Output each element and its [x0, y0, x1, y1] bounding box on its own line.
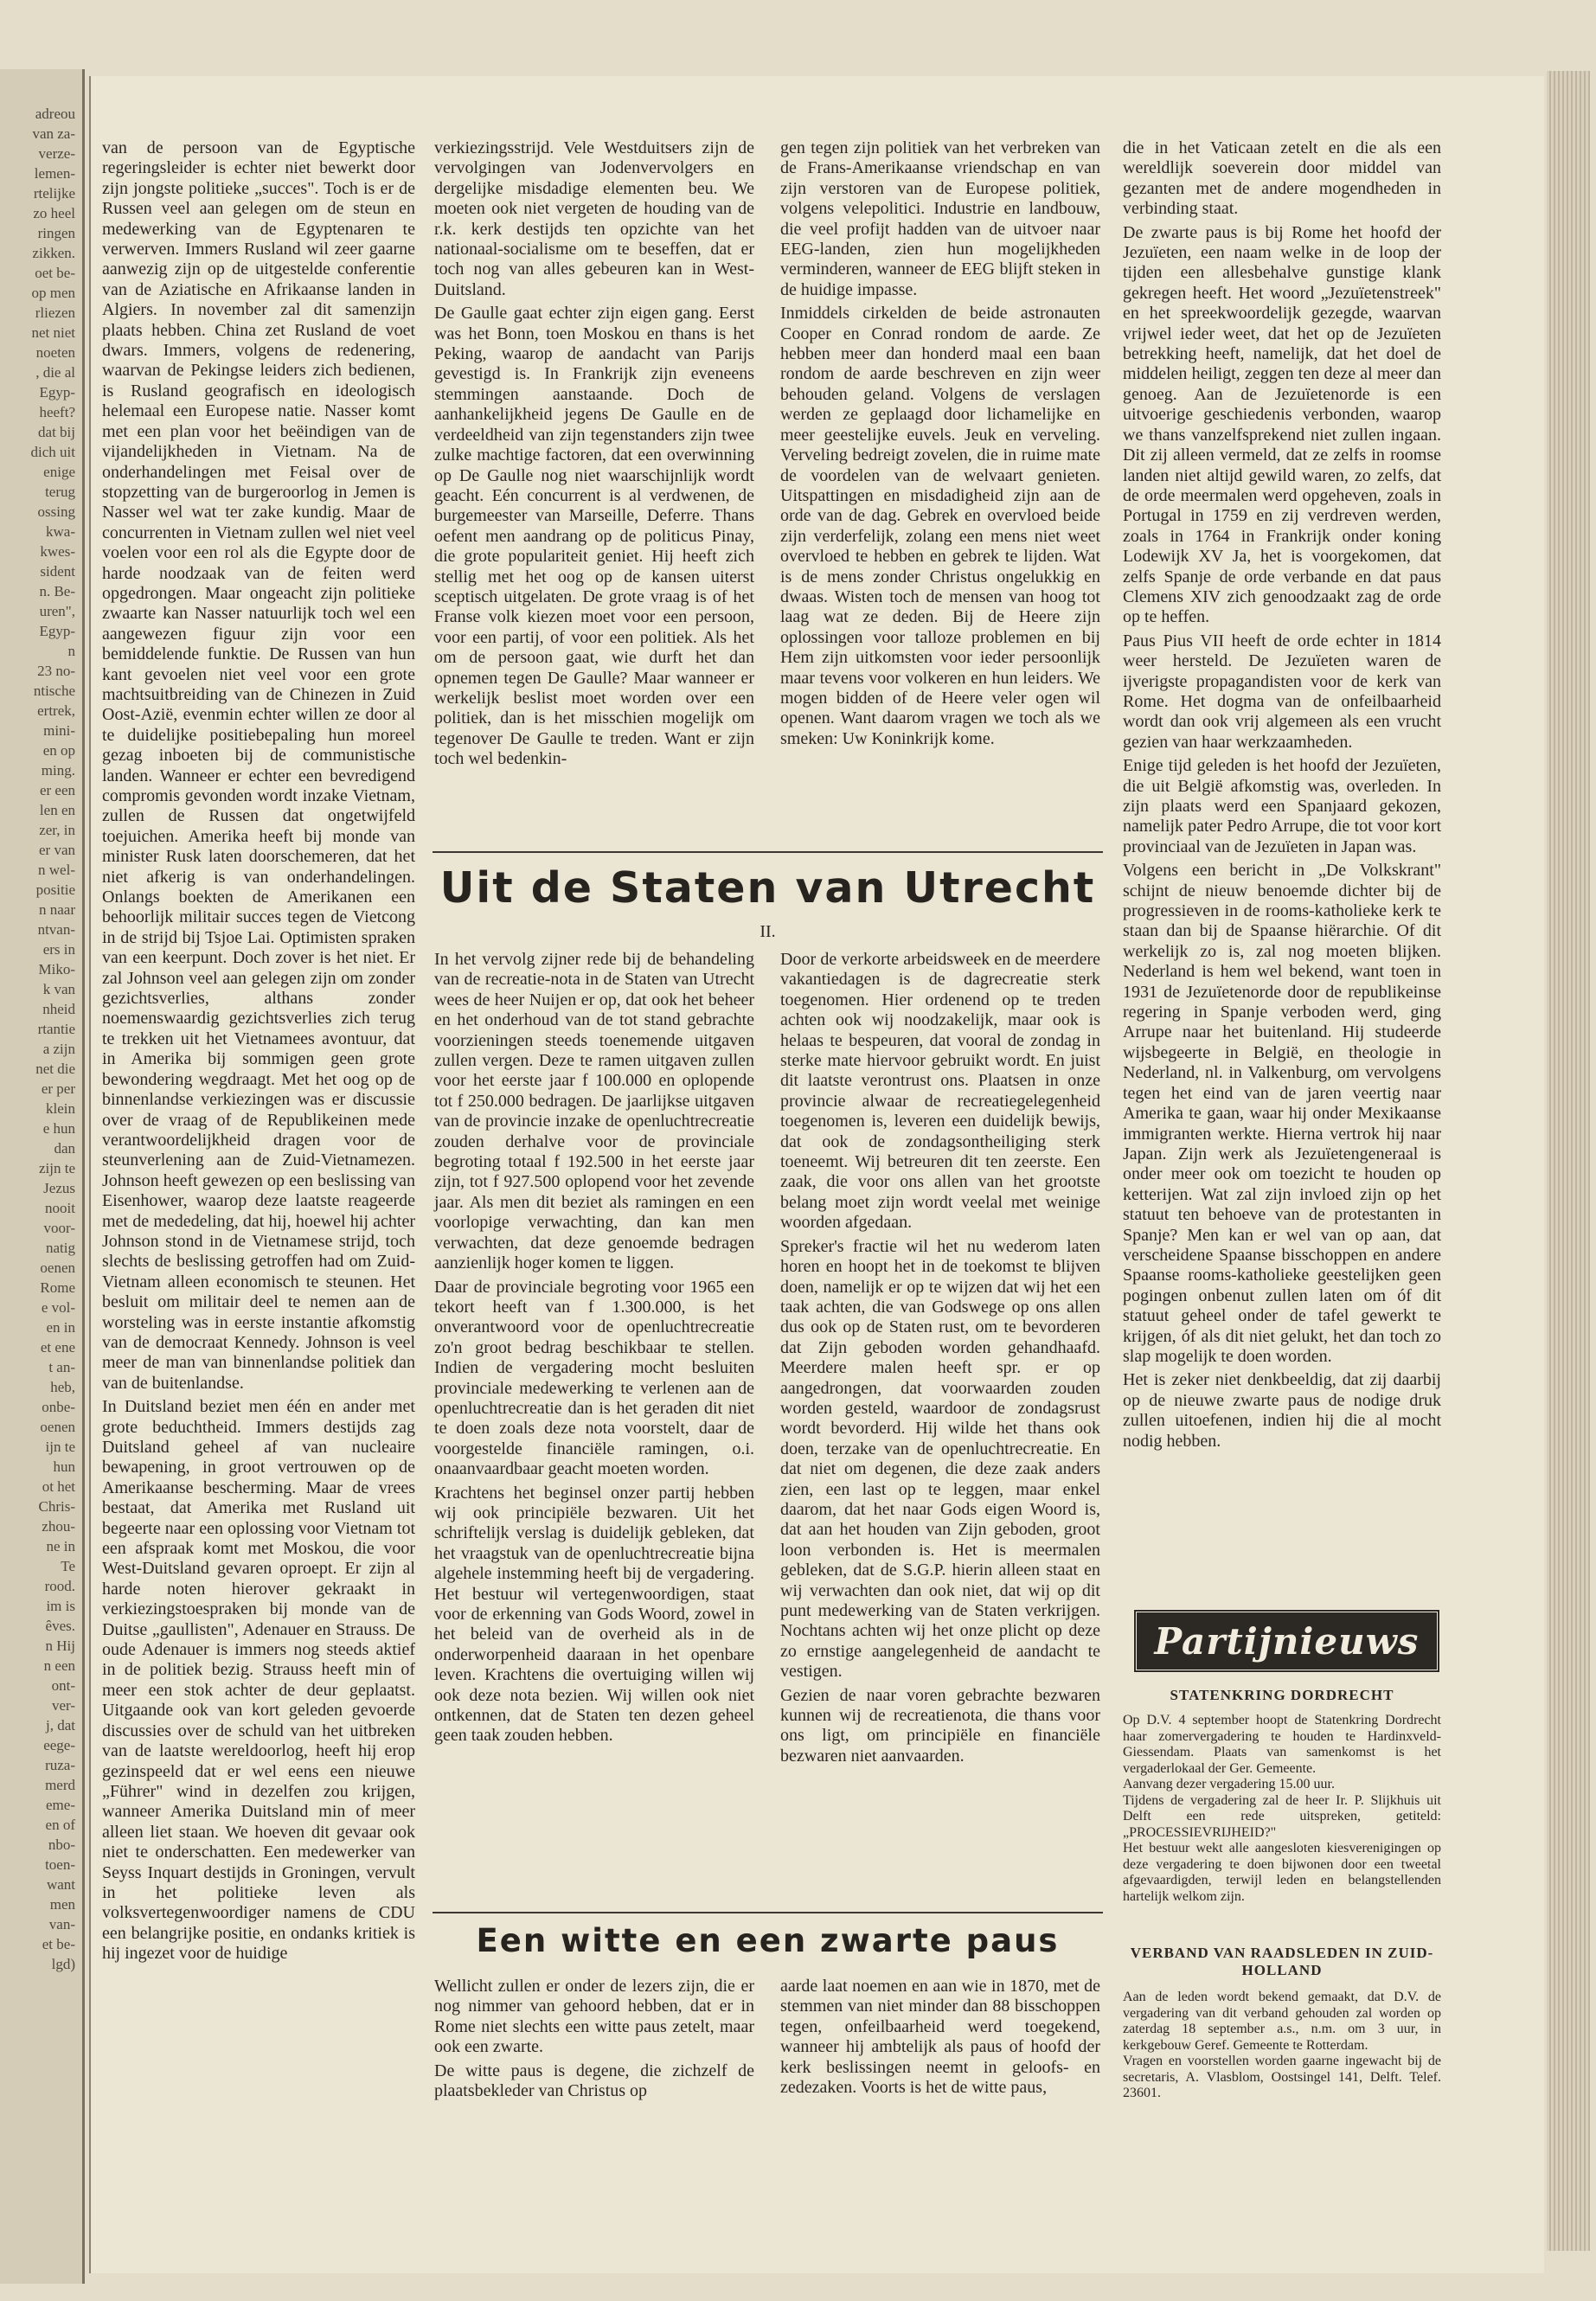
paragraph: Wellicht zullen er onder de lezers zijn, die er nog nimmer van gehoord hebben, dat er in Rome niet slechts een witte paus zetelt, maar ook een zwarte. [434, 1977, 754, 2057]
spine-fragment: nheid [42, 1001, 75, 1017]
headline-paus: Een witte en een zwarte paus [476, 1922, 1060, 1959]
spine-fragment: êves. [45, 1618, 75, 1634]
spine-fragment: dich uit [30, 444, 75, 460]
spine-fragment: ruza- [45, 1757, 75, 1773]
paragraph: aarde laat noemen en aan wie in 1870, met de stemmen van niet minder dan 88 bisschoppen tegen, onfeilbaarheid werd toegekend, wanneer hij ambtelijk als paus of hoofd der kerk beslissingen neemt in geloofs- en zedezaken. Voorts is het de witte paus, [780, 1977, 1100, 2098]
spine-fragment: kwes- [40, 543, 75, 560]
spine-fragment: , die al [35, 364, 75, 381]
spine-fragment: men [49, 1896, 75, 1913]
paragraph: De witte paus is degene, die zichzelf de plaatsbekleder van Christus op [434, 2061, 754, 2101]
spine-fragment: net die [35, 1061, 75, 1077]
spine-fragment: rtantie [37, 1021, 75, 1037]
notice-line: Aan de leden wordt bekend gemaakt, dat D.V. de vergadering van dit verband gehouden zal worden op zaterdag 18 september a.s., n.m. om 3 uur, in kerkgebouw Geref. Gemeente te Rotterdam. [1123, 1990, 1441, 2053]
divider-rule [433, 1912, 1103, 1913]
spine-fragment: terug [45, 484, 75, 500]
spine-fragment: zo heel [33, 205, 75, 221]
previous-page-spine [0, 69, 85, 2284]
spine-fragment: oenen [40, 1259, 75, 1276]
spine-fragment: rliezen [35, 304, 75, 321]
paragraph: In het vervolg zijner rede bij de behandeling van de recreatie-nota in de Staten van Utrecht wees de heer Nuijen er op, dat ook het beheer en het onderhoud van de tot stand gebrachte voorzieningen steeds toenemende uitgaven zullen vergen. Deze te ramen uitgaven zullen voor het eerste jaar f 100.000 en oplopende tot f 250.000 bedragen. De jaarlijkse uitgaven van de provincie inzake de openluchtrecreatie zouden derhalve voor de provinciale begroting totaal f 192.500 in het eerste jaar zijn, tot f 927.500 oplopend voor het zevende jaar. Als men dit beziet als ramingen en een voorlopige verwachting, dan kan men verwachten, dat deze genoemde bedragen aanzienlijk hoger komen te liggen. [434, 950, 754, 1273]
spine-fragment: er van [38, 842, 75, 858]
statenkring-title: STATENKRING DORDRECHT [1170, 1687, 1394, 1703]
paragraph: Door de verkorte arbeidsweek en de meerdere vakantiedagen is de dagrecreatie sterk toegenomen. Hier ordenend op te treden achten ook wij noodzakelijk, maar ook is helaas te bespeuren, dat vooral de zondag in sterke mate hiervoor gebruikt wordt. En juist dit laatste verontrust ons. Plaatsen in onze provincie alwaar de recreatiegelegenheid toegenomen is, leveren een duidelijk bewijs, dat ook de zondagsontheiliging sterk toeneemt. Wij betreuren dit ten zeerste. Een zaak, die voor ons allen van het grootste belang moet zijn wordt veelal met weinige woorden afgedaan. [780, 950, 1100, 1233]
verband-title: VERBAND VAN RAADSLEDEN IN ZUID-HOLLAND [1130, 1945, 1434, 1978]
spine-fragment: zer, in [39, 822, 75, 838]
spine-fragment: n naar [38, 901, 75, 918]
spine-fragment: er een [39, 782, 75, 798]
article-column-3 [780, 138, 1100, 848]
spine-fragment: net niet [31, 324, 75, 341]
spine-fragment: mini- [43, 722, 75, 739]
spine-fragment: van- [48, 1916, 75, 1932]
spine-fragment: ringen [37, 225, 75, 241]
spine-fragment: n wel- [38, 862, 75, 878]
paus-column-2 [780, 1977, 1100, 2184]
spine-fragment: dat bij [38, 424, 75, 440]
paragraph: De Gaulle gaat echter zijn eigen gang. Eerst was het Bonn, toen Moskou en thans is het Peking, waarop de aandacht van Parijs gevestigd is. In Frankrijk zijn eveneens stemmingen aanstaande. Doch de aanhankelijkheid jegens De Gaulle en de verdeeldheid van zijn tegenstanders zijn twee zulke machtige factoren, dat een overwinning op De Gaulle nog niet waarschijnlijk wordt geacht. Eén concurrent is al verdwenen, de burgemeester van Marseille, Deferre. Thans oefent men aandrang op de politicus Pinay, die grote populariteit geniet. Hij heeft zich stellig met het oog op de kansen uiterst sceptisch uitgelaten. De grote vraag is of het Franse volk kiezen moet voor een persoon, voor een partij, of voor een politiek. Als het om de persoon gaat, wie durft het dan opnemen tegen De Gaulle? Maar wanneer er werkelijk beslist moet worden over een politiek, dan is het misschien mogelijk om tegenover De Gaulle te treden. Want er zijn toch wel bedenkin- [434, 304, 754, 769]
spine-fragment: ntvan- [37, 921, 75, 938]
spine-fragment: zijn te [38, 1160, 75, 1176]
spine-fragment: noeten [35, 344, 75, 361]
spine-fragment: n. Be- [39, 583, 75, 599]
spine-fragment: Te [61, 1558, 75, 1574]
spine-fragment: want [46, 1876, 75, 1893]
spine-fragment: nooit [45, 1200, 75, 1216]
paragraph: gen tegen zijn politiek van het verbreken van de Frans-Amerikaanse vriendschap en van zijn verstoren van de Europese politiek, volgens velepolitici. Industrie en landbouw, die veel profijt hadden van de uitvoer naar EEG-landen, zien hun mogelijkheden verminderen, wanneer de EEG blijft steken in de huidige impasse. [780, 138, 1100, 299]
spine-fragment: uren", [39, 603, 75, 619]
paragraph: verkiezingsstrijd. Vele Westduitsers zijn de vervolgingen van Jodenvervolgers en dergelijke misdadige elementen beu. We moeten ook niet vergeten de houding van de r.k. kerk destijds ten opzichte van het nationaal-socialisme om te beseffen, dat er toch nog van alles gebeuren kan in West-Duitsland. [434, 138, 754, 299]
spine-fragment: positie [35, 881, 75, 898]
spine-fragment: Chris- [38, 1498, 75, 1515]
spine-fragment: ertrek, [37, 702, 75, 719]
paragraph: Spreker's fractie wil het nu wederom laten horen en hoopt het in de toekomst te blijven doen, namelijk er op te wijzen dat wij het een taak achten, die van Godswege op ons allen dus ook op de Staten rust, om te bevorderen dat Zijn geboden worden gehandhaafd. Meerdere malen heeft spr. er op aangedrongen, dat voorwaarden zouden worden gesteld, waardoor de zondagsrust wordt bevorderd. Hij wilde het thans ook doen, terzake van de openluchtrecreatie. En dat niet om degenen, die deze zaak anders zien, een last op te leggen, maar enkel daarom, dat het naar Gods eigen Woord is, dat aan het houden van Zijn geboden, groot loon verbonden is. Het is meermalen gebleken, dat de S.G.P. hierin alleen staat en wij verwachten dan ook niet, dat wij op dit punt medewerking van de Staten verkrijgen. Nochtans achten wij het onze plicht op deze zo ernstige aangelegenheid de aandacht te vestigen. [780, 1236, 1100, 1682]
spine-fragment: sident [40, 563, 75, 580]
paragraph: De zwarte paus is bij Rome het hoofd der Jezuïeten, een naam welke in de loop der tijden een allesbehalve gunstige klank gekregen heeft. Het woord „Jezuïetenstreek" en het spreekwoordelijk gezegde, waarvan vrijwel ieder weet, dat het op de Jezuïeten betrekking heeft, namelijk, dat het doel de middelen heiligt, zeggen ten deze al meer dan genoeg. Aan de Jezuïetenorde is een uitvoerige geschiedenis verbonden, waarop we thans vanzelfsprekend niet zullen ingaan. Dit zij alleen vermeld, dat ze zelfs in roomse landen niet altijd gewild waren, zo zelfs, dat de orde meermalen werd opgeheven, zoals in Portugal in 1759 en zij verdreven werden, zoals in 1764 in Frankrijk onder koning Lodewijk XV Ja, het is voorgekomen, dat zelfs Spanje de orde verbande en dat paus Clemens XIV zich genoodzaakt zag de orde op te heffen. [1123, 222, 1441, 627]
spine-fragment: ne in [46, 1538, 75, 1554]
spine-fragment: zikken. [32, 245, 75, 261]
spine-fragment: voor- [43, 1220, 75, 1236]
spine-fragment: en in [46, 1319, 75, 1336]
spine-fragment: oet be- [35, 265, 75, 281]
notice-line: Vragen en voorstellen worden gaarne ingewacht bij de secretaris, A. Vlasblom, Oostsingel 141, Delft. Telef. 23601. [1123, 2054, 1441, 2100]
spine-fragment: ntische [33, 683, 75, 699]
spine-fragment: zhou- [42, 1518, 75, 1535]
spine-fragment: e hun [42, 1120, 75, 1137]
spine-fragment: en op [42, 742, 75, 759]
paragraph: Inmiddels cirkelden de beide astronauten Cooper en Conrad rondom de aarde. Ze hebben meer dan honderd maal een baan rondom de aarde beschreven en zijn weer behouden geland. Volgens de verslagen werden ze geplaagd door lichamelijke en meer geestelijke euvels. Jeuk en verveling. Verveling bedreigt zovelen, die in ruime mate de voordelen van de welvaart genieten. Uitspattingen en misdadigheid zijn aan de orde van de dag. Gebrek en overvloed beide zijn verderfelijk, zolang een mens niet weet overvloed te hebben en gebrek te lijden. Wat is de mens zonder Christus ongelukkig en dwaas. Wisten toch de mensen van hoog tot laag wat ze deden. Bij de Heere zijn oplossingen voor talloze problemen en bij Hem zijn uitkomsten voor ieder persoonlijk maar tevens voor volkeren en hun leiders. We mogen bidden of de Heere veler ogen wil openen. Want daarom vragen we toch als we smeken: Uw Koninkrijk kome. [780, 304, 1100, 748]
divider-rule [433, 851, 1103, 853]
statenkring-notice [1123, 1713, 1441, 1905]
spine-fragment: Jezus [43, 1180, 75, 1196]
spine-fragment: lgd) [51, 1956, 75, 1972]
headline-utrecht: Uit de Staten van Utrecht [439, 863, 1096, 913]
spine-fragment: eege- [43, 1737, 75, 1753]
spine-fragment: ot het [42, 1478, 75, 1495]
spine-fragment: en of [45, 1817, 75, 1833]
notice-line: Tijdens de vergadering zal de heer Ir. P. Slijkhuis uit Delft een rede uitspreken, getiteld: „PROCESSIEVRIJHEID?" [1123, 1792, 1441, 1840]
paragraph: Gezien de naar voren gebrachte bezwaren kunnen wij de recreatienota, die thans voor ons ligt, om principiële en financiële bezwaren niet aanvaarden. [780, 1685, 1100, 1766]
spine-fragment: j, dat [46, 1717, 75, 1734]
spine-fragment: eme- [46, 1797, 75, 1813]
utrecht-column-2 [780, 950, 1100, 1867]
spine-fragment: Miko- [38, 961, 75, 977]
spine-fragment: ver- [51, 1697, 75, 1714]
spine-fragment: ijn te [45, 1439, 75, 1455]
paragraph: van de persoon van de Egyptische regeringsleider is echter niet bewerkt door zijn jongste politieke „succes". Toch is er de Russen veel aan gelegen om de steun en medewerking van de Egyptenaren te verwerven. Immers Rusland wil zeer gaarne aanwezig zijn op de uitgestelde conferentie van de Aziatische en Afrikaanse landen in Algiers. In november zal dit samenzijn plaats hebben. China zet Rusland de voet dwars. Immers, volgens de redenering, waarvan de Pekingse leiders zich bedienen, is Rusland geografisch en ideologisch helemaal een Europese natie. Nasser komt met een plan voor het beëindigen van de vijandelijkheden in Vietnam. Na de onderhandelingen met Feisal over de stopzetting van de burgeroorlog in Jemen is Nasser wel wat ter zake kundig. Maar de concurrenten in Vietnam zullen wel niet veel voelen voor een rol als die Egypte door de harde noodzaak van de feiten werd opgedrongen. Maar ongeacht zijn politieke zwaarte kan Nasser natuurlijk toch wel een aangewezen figuur zijn voor een bemiddelende funktie. De Russen van hun kant gevoelen niet veel voor een grote machtsuitbreiding van de Chinezen in Zuid Oost-Azië, evenmin echter willen ze door al te duidelijke positiebepaling hun moreel gezag inboeten bij de communistische landen. Wanneer er echter een bevredigend compromis gevonden wordt inzake Vietnam, zullen de Russen dat ongetwijfeld toejuichen. Amerika heeft bij monde van minister Rusk laten doorschemeren, dat het niet afkerig is van onderhandelingen. Onlangs boekten de Amerikanen een behoorlijk militair succes tegen de Vietcong in de strijd bij Tsjoe Lai. Optimisten spraken van een keerpunt. Doch zover is het niet. Er zal Johnson veel aan gelegen zijn om zonder gezichtsverlies, althans zonder noemenswaardig gezichtsverlies zich terug te trekken uit het Vietnamees avontuur, dat in Amerika bij sommigen geen grote bewondering wegdraagt. Met het oog op de binnenlandse verkiezingen was er discussie over de vraag of de Republikeinen mede verantwoordelijkheid dragen voor de steunverlening aan de Zuid-Vietnamezen. Johnson heeft gewezen op een beslissing van Eisenhower, waarop deze laatste reageerde met de mededeling, dat hij, hoewel hij achter Johnson stond in de Vietnamese strijd, toch slechts de beslissing getroffen had om Zuid-Vietnam alleen economisch te steunen. Het besluit om militair deel te nemen aan de worsteling was in eerste instantie afkomstig van de democraat Kennedy. Johnson is veel meer de man van binnenlandse politiek dan van de buitenlandse. [102, 138, 415, 1393]
spine-fragment: et ene [40, 1339, 75, 1356]
spine-fragment: Egyp- [39, 384, 75, 401]
spine-fragment: op men [31, 285, 75, 301]
spine-fragment: rtelijke [33, 185, 75, 202]
verband-notice [1123, 1990, 1441, 2102]
spine-fragment: e vol- [41, 1299, 75, 1316]
spine-fragment: oenen [40, 1419, 75, 1435]
spine-fragment: onbe- [42, 1399, 75, 1415]
notice-line: Op D.V. 4 september hoopt de Statenkring Dordrecht haar zomervergadering te houden te Hardinxveld-Giessendam. Plaats van samenkomst is het vergaderlokaal der Ger. Gemeente. [1123, 1713, 1441, 1776]
spine-fragment: t an- [48, 1359, 75, 1375]
spine-fragment: nbo- [48, 1836, 75, 1853]
spine-fragment: ossing [37, 503, 75, 520]
spine-fragment: n een [43, 1657, 75, 1674]
partijnieuws-logo: Partijnieuws [1133, 1609, 1440, 1673]
spine-fragment: toen- [45, 1856, 75, 1873]
utrecht-column-1 [434, 950, 754, 1867]
spine-fragment: klein [46, 1100, 75, 1117]
paragraph: Het is zeker niet denkbeeldig, dat zij daarbij op de nieuwe zwarte paus de nodige druk zullen uitoefenen, indien hij die al mocht nodig hebben. [1123, 1370, 1441, 1451]
spine-fragment: Rome [40, 1279, 75, 1296]
spine-fragment: kwa- [46, 523, 75, 540]
article-column-1 [102, 138, 415, 2214]
spine-fragment: er per [41, 1080, 75, 1097]
part-number: II. [760, 922, 776, 941]
spine-fragment: a zijn [42, 1041, 75, 1057]
spine-fragment: heb, [50, 1379, 75, 1395]
spine-fragment: len en [39, 802, 75, 818]
spine-fragment: adreou [35, 106, 75, 122]
spine-fragment: verze- [38, 145, 75, 162]
spine-fragment: merd [45, 1777, 75, 1793]
spine-fragment: lemen- [34, 165, 75, 182]
spine-fragment: ont- [51, 1677, 75, 1694]
spine-fragment: Egyp- [39, 623, 75, 639]
spine-fragment: enige [43, 464, 75, 480]
spine-fragment: heeft? [39, 404, 75, 420]
paragraph: Krachtens het beginsel onzer partij hebben wij ook principiële bezwaren. Uit het schriftelijk verslag is duidelijk gebleken, dat het vraagstuk van de openluchtrecreatie bijna algehele instemming heeft bij de vergadering. Het bestuur wil vertegenwoordigen, staat voor de erkenning van Gods Woord, zowel in het beleid van de overheid als in de onderworpenheid daaraan in het openbare leven. Krachtens die overtuiging willen wij ook deze nota bezien. Wij willen ook niet ontkennen, dat de Staten ten dezen geheel geen taak zouden hebben. [434, 1483, 754, 1746]
spine-fragment: 23 no- [37, 663, 75, 679]
spine-fragment: rood. [44, 1578, 75, 1594]
paus-column-1 [434, 1977, 754, 2184]
paragraph: In Duitsland beziet men één en ander met grote beduchtheid. Immers destijds zag Duitsland geheel af van nucleaire bewapening, in groot vertrouwen op de Amerikaanse bescherming. Maar de vrees bestaat, dat Amerika met Rusland uit begeerte naar een oplossing voor Vietnam tot een afspraak komt met Moskou, die voor West-Duitsland gevaren oproept. Er zijn al harde noten hierover gekraakt in verkiezingstoespraken bij monde van de Duitse „gaullisten", Adenauer en Strauss. De oude Adenauer is immers nog steeds aktief in de politiek bezig. Strauss heeft min of meer een stok achter de deur geplaatst. Uitgaande ook van kort geleden gevoerde discussies over de schuld van het uitbreken van de laatste wereldoorlog, heeft hij erop gezinspeeld dat er wel eens een nieuwe „Führer" wind in dezelfen zou krijgen, wanneer Amerika Duitsland min of meer alleen liet staan. We hoeven dit gevaar ook niet te onderschatten. Een medewerker van Seyss Inquart destijds in Groningen, vervult in het politieke leven als volksvertegenwoordiger namens de CDU een belangrijke positie, en ondanks kritiek is hij ingezet voor de huidige [102, 1397, 415, 1964]
spine-fragment: k van [42, 981, 75, 997]
spine-fragment: van za- [32, 125, 75, 142]
spine-fragment: n Hij [45, 1638, 75, 1654]
spine-fragment: n [67, 643, 75, 659]
paragraph: Paus Pius VII heeft de orde echter in 1814 weer hersteld. De Jezuïeten waren de ijverigste propagandisten voor de kerk van Rome. Het dogma van de onfeilbaarheid wordt dan ook vrij algemeen als een vrucht gezien van haar werkzaamheden. [1123, 631, 1441, 752]
notice-line: Aanvang dezer vergadering 15.00 uur. [1123, 1777, 1335, 1791]
spine-fragment: ers in [42, 941, 75, 958]
spine-fragment: natig [46, 1240, 75, 1256]
spine-text-fragments [0, 69, 82, 1974]
spine-fragment: et be- [42, 1936, 75, 1952]
spine-fragment: dan [54, 1140, 75, 1157]
paragraph: Volgens een bericht in „De Volkskrant" schijnt de nieuw benoemde dichter bij de progressieven in de rooms-katholieke kerk te staan dan bij de Spaanse hiërarchie. Of dit werkelijk zo is, zal nog moeten blijken. Nederland is hem wel bekend, want toen in 1931 de Jezuïetenorde door de republikeinse regering in Spanje verboden werd, ging Arrupe naar het buitenland. Hij studeerde wijsbegeerte in België, en theologie in Nederland, nl. in Valkenburg, om vervolgens tegen het eind van de jaren veertig naar Amerika te gaan, waar hij onder Mexikaanse immigranten werkte. Hierna vertrok hij naar Japan. Zijn werk als Jezuïetengeneraal is onder meer ook om toezicht te houden op ketterijen. Wat zal zijn invloed zijn op het statuut ten behoeve van de protestanten in Spanje? Men kan er wel van op aan, dat verscheidene Spaanse bisschoppen en andere Spaanse rooms-katholieke geestelijken geen pogingen onbenut zullen laten om óf dit statuut geheel onder de tafel gewerkt te krijgen, óf als dit niet gelukt, het dan toch zo slap mogelijk te doen worden. [1123, 861, 1441, 1366]
spine-fragment: im is [46, 1598, 75, 1614]
paragraph: Daar de provinciale begroting voor 1965 een tekort heeft van f 1.300.000, is het onverantwoord voor de openluchtrecreatie zo'n groot bedrag beschikbaar te stellen. Indien de vergadering mocht besluiten provinciale medewerking te verlenen aan de openluchtrecreatie dan is het geraden dit niet te doen zoals deze nota voorstelt, daar de voorgestelde financiële ramingen, o.i. onaanvaardbaar geacht moeten worden. [434, 1277, 754, 1479]
paragraph: Enige tijd geleden is het hoofd der Jezuïeten, die uit België afkomstig was, overleden. In zijn plaats werd een Spanjaard gekozen, namelijk pater Pedro Arrupe, die tot voor kort provinciaal van de Jezuïeten in Japan was. [1123, 756, 1441, 856]
page-edges [1547, 71, 1590, 2251]
spine-fragment: ming. [41, 762, 75, 779]
article-column-2 [434, 138, 754, 848]
paragraph: die in het Vaticaan zetelt en die als een wereldlijk soeverein door middel van gezanten met de andere mogendheden in verbinding staat. [1123, 138, 1441, 219]
spine-fragment: hun [53, 1458, 75, 1475]
notice-line: Het bestuur wekt alle aangesloten kiesverenigingen op deze vergadering te doen bijwonen door een tweetal afgevaardigden, terwijl leden en belangstellenden hartelijk welkom zijn. [1123, 1841, 1441, 1904]
